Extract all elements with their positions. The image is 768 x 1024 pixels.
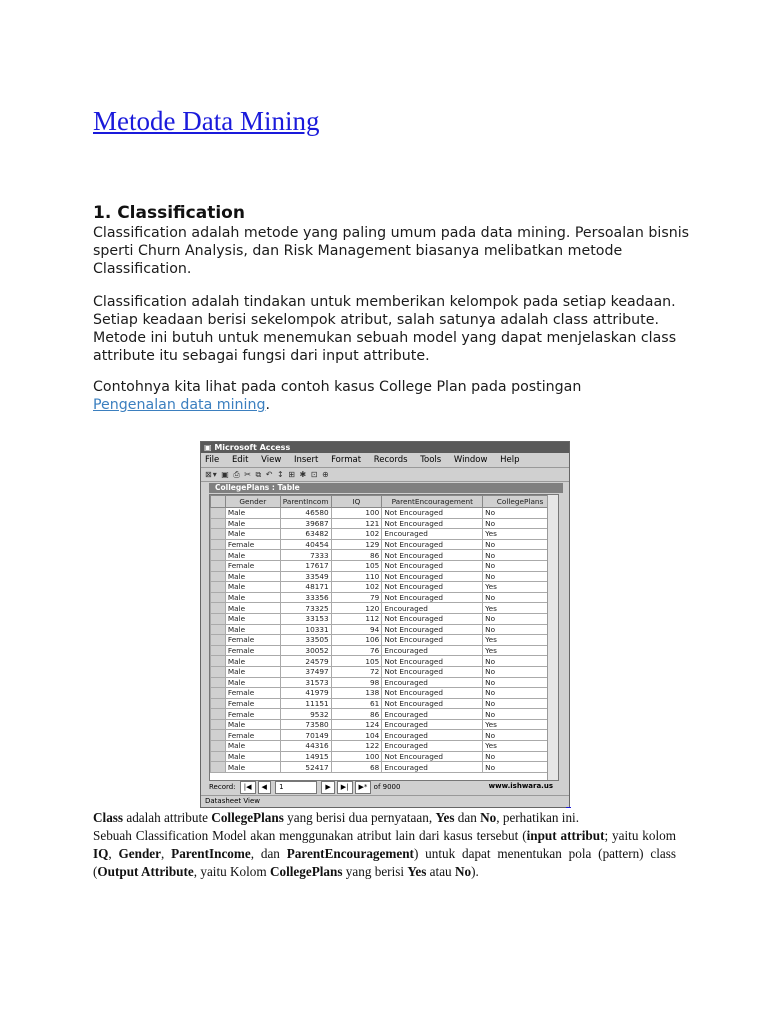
cell-iq[interactable]: 102 <box>331 582 382 593</box>
row-selector[interactable] <box>211 550 226 561</box>
paragraph-example <box>93 378 693 414</box>
cell-iq[interactable]: 104 <box>331 730 382 741</box>
cell-collegeplans[interactable]: No <box>483 550 558 561</box>
term-parentencouragement: ParentEncouragement <box>286 846 414 861</box>
cell-iq[interactable]: 129 <box>331 539 382 550</box>
table-row[interactable] <box>211 656 558 667</box>
term-yes-2: Yes <box>407 864 427 879</box>
table-row[interactable] <box>211 645 558 656</box>
row-selector[interactable] <box>211 677 226 688</box>
row-selector[interactable] <box>211 709 226 720</box>
table-row[interactable] <box>211 508 558 519</box>
cell-iq[interactable]: 110 <box>331 571 382 582</box>
cell-iq[interactable]: 94 <box>331 624 382 635</box>
cell-gender[interactable]: Male <box>225 603 280 614</box>
nav-next-button[interactable]: ▶ <box>321 781 334 794</box>
cell-iq[interactable]: 86 <box>331 709 382 720</box>
access-toolbar <box>201 468 569 482</box>
cell-parentincome[interactable]: 40454 <box>280 539 331 550</box>
cell-gender[interactable]: Male <box>225 571 280 582</box>
table-row[interactable] <box>211 698 558 709</box>
college-plans-table <box>210 495 558 773</box>
cell-gender[interactable]: Male <box>225 582 280 593</box>
table-row[interactable] <box>211 613 558 624</box>
cell-iq[interactable]: 120 <box>331 603 382 614</box>
cell-collegeplans[interactable]: No <box>483 624 558 635</box>
cell-parentencouragement[interactable]: Encouraged <box>382 677 483 688</box>
cell-parentincome[interactable]: 30052 <box>280 645 331 656</box>
cell-parentincome[interactable]: 52417 <box>280 762 331 773</box>
cell-gender[interactable]: Male <box>225 550 280 561</box>
row-selector[interactable] <box>211 741 226 752</box>
cell-gender[interactable]: Male <box>225 762 280 773</box>
table-row[interactable] <box>211 624 558 635</box>
record-label: Record: <box>209 783 236 791</box>
cell-parentencouragement[interactable]: Not Encouraged <box>382 571 483 582</box>
vertical-scrollbar[interactable] <box>547 495 558 780</box>
table-row[interactable] <box>211 539 558 550</box>
row-selector[interactable] <box>211 603 226 614</box>
watermark-url: www.ishwara.us <box>488 782 553 790</box>
term-collegeplans: CollegePlans <box>211 810 284 825</box>
cell-gender[interactable]: Male <box>225 666 280 677</box>
cell-gender[interactable]: Male <box>225 751 280 762</box>
cell-collegeplans[interactable]: No <box>483 751 558 762</box>
cell-parentencouragement[interactable]: Not Encouraged <box>382 688 483 699</box>
table-row[interactable] <box>211 688 558 699</box>
paragraph-classification-model <box>93 827 676 881</box>
cell-gender[interactable]: Male <box>225 677 280 688</box>
row-selector[interactable] <box>211 508 226 519</box>
table-row[interactable] <box>211 762 558 773</box>
cell-parentencouragement[interactable]: Not Encouraged <box>382 635 483 646</box>
cell-parentencouragement[interactable]: Not Encouraged <box>382 560 483 571</box>
row-selector[interactable] <box>211 560 226 571</box>
row-selector[interactable] <box>211 571 226 582</box>
cell-iq[interactable]: 98 <box>331 677 382 688</box>
table-row[interactable] <box>211 550 558 561</box>
example-text: Contohnya kita lihat pada contoh kasus College Plan pada postingan <box>93 379 582 395</box>
text-span: , <box>161 846 172 861</box>
cell-iq[interactable]: 105 <box>331 656 382 667</box>
cell-parentencouragement[interactable]: Not Encouraged <box>382 508 483 519</box>
row-selector-header <box>211 496 226 508</box>
cell-iq[interactable]: 124 <box>331 719 382 730</box>
cell-parentencouragement[interactable]: Encouraged <box>382 709 483 720</box>
table-row[interactable] <box>211 582 558 593</box>
col-gender[interactable]: Gender <box>225 496 280 508</box>
cell-iq[interactable]: 79 <box>331 592 382 603</box>
cell-parentencouragement[interactable]: Not Encouraged <box>382 582 483 593</box>
cell-gender[interactable]: Female <box>225 698 280 709</box>
cell-parentencouragement[interactable]: Encouraged <box>382 645 483 656</box>
paragraph-intro: Classification adalah metode yang paling umum pada data mining. Persoalan bisnis sperti Churn Analysis, dan Risk Management biasanya melibatkan metode Classification. <box>93 225 690 277</box>
menu-window[interactable]: Window <box>453 455 488 465</box>
nav-new-button[interactable]: ▶* <box>355 781 372 794</box>
cell-parentincome[interactable]: 63482 <box>280 529 331 540</box>
row-selector[interactable] <box>211 751 226 762</box>
term-no: No <box>480 810 497 825</box>
cell-parentencouragement[interactable]: Encouraged <box>382 730 483 741</box>
text-span: atau <box>426 864 455 879</box>
cell-collegeplans[interactable]: No <box>483 666 558 677</box>
cell-iq[interactable]: 100 <box>331 508 382 519</box>
term-output-attribute: Output Attribute <box>97 864 194 879</box>
cell-parentincome[interactable]: 39687 <box>280 518 331 529</box>
cell-parentincome[interactable]: 11151 <box>280 698 331 709</box>
cell-collegeplans[interactable]: Yes <box>483 582 558 593</box>
cell-parentincome[interactable]: 33153 <box>280 613 331 624</box>
col-parentencouragement[interactable]: ParentEncouragement <box>382 496 483 508</box>
toolbar-icons[interactable]: ⊠▾ ▣ ⎙ ✂ ⧉ ↶ ↕ ⊞ ✱ ⊡ ⊕ <box>205 470 330 479</box>
row-selector[interactable] <box>211 762 226 773</box>
row-selector[interactable] <box>211 624 226 635</box>
cell-collegeplans[interactable]: No <box>483 730 558 741</box>
cell-parentincome[interactable]: 37497 <box>280 666 331 677</box>
row-selector[interactable] <box>211 613 226 624</box>
cell-iq[interactable]: 106 <box>331 635 382 646</box>
menu-help[interactable]: Help <box>500 455 520 465</box>
nav-first-button[interactable]: |◀ <box>240 781 256 794</box>
cell-iq[interactable]: 138 <box>331 688 382 699</box>
row-selector[interactable] <box>211 539 226 550</box>
text-span: adalah attribute <box>123 810 212 825</box>
cell-gender[interactable]: Male <box>225 656 280 667</box>
cell-gender[interactable]: Male <box>225 592 280 603</box>
cell-parentencouragement[interactable]: Not Encouraged <box>382 698 483 709</box>
cell-parentincome[interactable]: 33505 <box>280 635 331 646</box>
table-row[interactable] <box>211 666 558 677</box>
table-row[interactable] <box>211 560 558 571</box>
cell-gender[interactable]: Female <box>225 560 280 571</box>
text-span: yang berisi <box>342 864 408 879</box>
cell-iq[interactable]: 72 <box>331 666 382 677</box>
text-span: Sebuah Classification Model akan menggunakan atribut lain dari kasus tersebut ( <box>93 828 527 843</box>
row-selector[interactable] <box>211 645 226 656</box>
table-row[interactable] <box>211 730 558 741</box>
cell-iq[interactable]: 76 <box>331 645 382 656</box>
cell-parentincome[interactable]: 24579 <box>280 656 331 667</box>
row-selector[interactable] <box>211 730 226 741</box>
cell-parentencouragement[interactable]: Not Encouraged <box>382 656 483 667</box>
row-selector[interactable] <box>211 719 226 730</box>
term-gender: Gender <box>118 846 162 861</box>
table-row[interactable] <box>211 677 558 688</box>
table-row[interactable] <box>211 751 558 762</box>
term-iq: IQ <box>93 846 109 861</box>
cell-parentencouragement[interactable]: Encouraged <box>382 762 483 773</box>
text-span: , perhatikan ini. <box>496 810 580 825</box>
row-selector[interactable] <box>211 518 226 529</box>
cell-parentincome[interactable]: 33549 <box>280 571 331 582</box>
nav-prev-button[interactable]: ◀ <box>258 781 271 794</box>
table-row[interactable] <box>211 741 558 752</box>
cell-gender[interactable]: Male <box>225 518 280 529</box>
record-count: of 9000 <box>373 783 401 791</box>
nav-last-button[interactable]: ▶| <box>337 781 353 794</box>
table-window-title: CollegePlans : Table <box>209 483 563 493</box>
table-row[interactable] <box>211 571 558 582</box>
row-selector[interactable] <box>211 698 226 709</box>
cell-parentincome[interactable]: 73580 <box>280 719 331 730</box>
row-selector[interactable] <box>211 529 226 540</box>
table-row[interactable] <box>211 603 558 614</box>
cell-parentencouragement[interactable]: Not Encouraged <box>382 751 483 762</box>
access-icon: ▣ <box>204 443 215 452</box>
cell-parentincome[interactable]: 9532 <box>280 709 331 720</box>
menu-view[interactable]: View <box>261 455 282 465</box>
table-row[interactable] <box>211 709 558 720</box>
cell-iq[interactable]: 121 <box>331 518 382 529</box>
cell-parentencouragement[interactable]: Encouraged <box>382 741 483 752</box>
row-selector[interactable] <box>211 688 226 699</box>
cell-collegeplans[interactable]: Yes <box>483 603 558 614</box>
menu-edit[interactable]: Edit <box>231 455 249 465</box>
cell-collegeplans[interactable]: Yes <box>483 635 558 646</box>
paragraph-definition: Classification adalah tindakan untuk memberikan kelompok pada setiap keadaan. Setiap keadaan berisi sekelompok atribut, salah satunya adalah class attribute. Metode ini butuh untuk menemukan sebuah model yang dapat menjelaskan class attribute itu sebagai fungsi dari input attribute. <box>93 294 677 364</box>
cell-gender[interactable]: Female <box>225 709 280 720</box>
text-span: yang berisi dua pernyataan, <box>283 810 436 825</box>
cell-gender[interactable]: Male <box>225 741 280 752</box>
term-input-attribut: input attribut <box>526 828 605 843</box>
text-span: ; yaitu kolom <box>604 828 676 843</box>
col-iq[interactable]: IQ <box>331 496 382 508</box>
cell-gender[interactable]: Female <box>225 688 280 699</box>
cell-iq[interactable]: 61 <box>331 698 382 709</box>
access-window-title: Microsoft Access <box>214 443 291 452</box>
cell-iq[interactable]: 112 <box>331 613 382 624</box>
cell-collegeplans[interactable]: No <box>483 656 558 667</box>
row-selector[interactable] <box>211 582 226 593</box>
access-titlebar <box>201 442 569 453</box>
cell-collegeplans[interactable]: No <box>483 698 558 709</box>
paragraph-class-definition <box>93 809 693 827</box>
cell-iq[interactable]: 102 <box>331 529 382 540</box>
cell-parentencouragement[interactable]: Not Encouraged <box>382 666 483 677</box>
table-row[interactable] <box>211 518 558 529</box>
section-heading: 1. Classification <box>93 203 245 223</box>
cell-iq[interactable]: 68 <box>331 762 382 773</box>
col-collegeplans[interactable]: CollegePlans <box>483 496 558 508</box>
cell-collegeplans[interactable]: No <box>483 762 558 773</box>
cell-parentincome[interactable]: 70149 <box>280 730 331 741</box>
image-link-marker[interactable] <box>566 798 571 809</box>
cell-parentencouragement[interactable]: Encouraged <box>382 719 483 730</box>
cell-collegeplans[interactable]: Yes <box>483 529 558 540</box>
text-span: dan <box>454 810 481 825</box>
cell-parentencouragement[interactable]: Not Encouraged <box>382 518 483 529</box>
cell-parentencouragement[interactable]: Not Encouraged <box>382 592 483 603</box>
cell-parentincome[interactable]: 48171 <box>280 582 331 593</box>
cell-collegeplans[interactable]: Yes <box>483 719 558 730</box>
record-number-field[interactable]: 1 <box>275 781 317 794</box>
access-menubar <box>201 453 569 468</box>
header-row <box>211 496 558 508</box>
cell-parentencouragement[interactable]: Encouraged <box>382 603 483 614</box>
menu-tools[interactable]: Tools <box>420 455 442 465</box>
cell-gender[interactable]: Male <box>225 613 280 624</box>
cell-parentincome[interactable]: 31573 <box>280 677 331 688</box>
cell-parentincome[interactable]: 46580 <box>280 508 331 519</box>
cell-collegeplans[interactable]: No <box>483 709 558 720</box>
row-selector[interactable] <box>211 666 226 677</box>
cell-collegeplans[interactable]: Yes <box>483 645 558 656</box>
cell-parentincome[interactable]: 44316 <box>280 741 331 752</box>
cell-parentincome[interactable]: 7333 <box>280 550 331 561</box>
text-span: , <box>108 846 119 861</box>
cell-parentencouragement[interactable]: Not Encouraged <box>382 550 483 561</box>
row-selector[interactable] <box>211 592 226 603</box>
cell-parentincome[interactable]: 33356 <box>280 592 331 603</box>
cell-parentencouragement[interactable]: Encouraged <box>382 529 483 540</box>
datasheet-grid[interactable] <box>209 494 559 781</box>
table-row[interactable] <box>211 592 558 603</box>
text-span: , yaitu Kolom <box>193 864 270 879</box>
cell-parentincome[interactable]: 41979 <box>280 688 331 699</box>
cell-iq[interactable]: 122 <box>331 741 382 752</box>
cell-collegeplans[interactable]: No <box>483 592 558 603</box>
cell-parentincome[interactable]: 14915 <box>280 751 331 762</box>
cell-collegeplans[interactable]: No <box>483 677 558 688</box>
cell-gender[interactable]: Female <box>225 539 280 550</box>
cell-gender[interactable]: Male <box>225 508 280 519</box>
term-class: Class <box>93 810 124 825</box>
text-span: , dan <box>250 846 287 861</box>
cell-iq[interactable]: 86 <box>331 550 382 561</box>
row-selector[interactable] <box>211 635 226 646</box>
cell-gender[interactable]: Male <box>225 719 280 730</box>
term-collegeplans-2: CollegePlans <box>269 864 343 879</box>
cell-parentencouragement[interactable]: Not Encouraged <box>382 539 483 550</box>
cell-collegeplans[interactable]: No <box>483 571 558 582</box>
cell-parentencouragement[interactable]: Not Encouraged <box>382 624 483 635</box>
cell-collegeplans[interactable]: No <box>483 560 558 571</box>
menu-records[interactable]: Records <box>373 455 408 465</box>
term-parentincome: ParentIncome <box>171 846 251 861</box>
cell-parentincome[interactable]: 73325 <box>280 603 331 614</box>
cell-gender[interactable]: Female <box>225 635 280 646</box>
cell-gender[interactable]: Male <box>225 624 280 635</box>
cell-parentincome[interactable]: 17617 <box>280 560 331 571</box>
menu-file[interactable]: File <box>205 455 220 465</box>
col-parentincome[interactable]: ParentIncom <box>280 496 331 508</box>
cell-collegeplans[interactable]: Yes <box>483 741 558 752</box>
cell-gender[interactable]: Male <box>225 529 280 540</box>
table-row[interactable] <box>211 529 558 540</box>
pengenalan-link[interactable]: Pengenalan data mining <box>93 397 266 413</box>
cell-parentencouragement[interactable]: Not Encouraged <box>382 613 483 624</box>
term-no-2: No <box>454 864 472 879</box>
table-row[interactable] <box>211 719 558 730</box>
cell-iq[interactable]: 105 <box>331 560 382 571</box>
table-row[interactable] <box>211 635 558 646</box>
cell-collegeplans[interactable]: No <box>483 518 558 529</box>
cell-gender[interactable]: Female <box>225 645 280 656</box>
access-screenshot <box>200 441 570 808</box>
cell-collegeplans[interactable]: No <box>483 688 558 699</box>
cell-parentincome[interactable]: 10331 <box>280 624 331 635</box>
cell-iq[interactable]: 100 <box>331 751 382 762</box>
cell-collegeplans[interactable]: No <box>483 539 558 550</box>
record-navigator <box>209 781 557 792</box>
cell-collegeplans[interactable]: No <box>483 508 558 519</box>
term-yes: Yes <box>435 810 455 825</box>
page-title[interactable]: Metode Data Mining <box>93 106 320 136</box>
text-span: ). <box>471 864 479 879</box>
menu-format[interactable]: Format <box>331 455 362 465</box>
cell-gender[interactable]: Female <box>225 730 280 741</box>
status-bar: Datasheet View <box>201 795 570 807</box>
menu-insert[interactable]: Insert <box>293 455 319 465</box>
row-selector[interactable] <box>211 656 226 667</box>
cell-collegeplans[interactable]: No <box>483 613 558 624</box>
text-span: ) untuk dapat menentukan pola (pattern) class ( <box>93 846 677 879</box>
example-end: . <box>265 397 271 413</box>
